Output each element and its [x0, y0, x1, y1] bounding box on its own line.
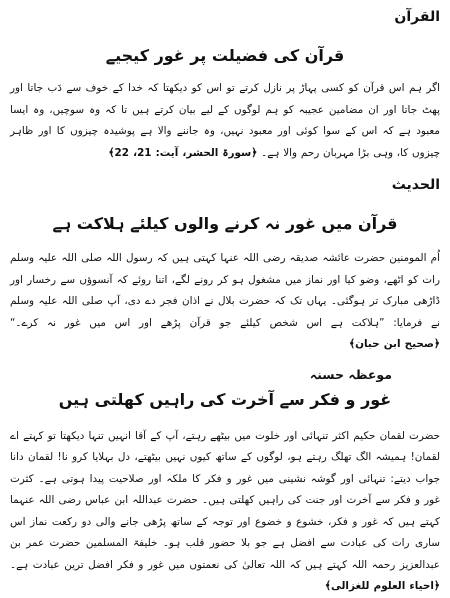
section-heading: غور و فکر سے آخرت کی راہیں کھلتی ہیں — [58, 389, 392, 409]
section-body — [10, 78, 440, 164]
section-label: موعظہ حسنہ — [309, 366, 392, 382]
reference-citation: ﴿سورۃ الحشر، آیت: 21، 22﴾ — [108, 146, 258, 159]
body-text: حضرت لقمان حکیم اکثر تنہائی اور خلوت میں بیٹھے رہتے، آپ کے آقا انہیں تنہا دیکھتا تو کہتے اے لقمان! ہمیشہ الگ تھلگ رہتے ہو، لوگوں کے ساتھ کیوں نہیں بیٹھتے، دل بہلایا کرو نا! لقمان دانا جواب دیتے: تنہائی اور گوشہ نشینی میں غور و فکر کا ملکہ اور صلاحیت پیدا ہوتی ہے۔ کثرت غور و فکر سے آخرت اور جنت کی راہیں کھلتی ہیں۔ حضرت عبداللہ ابن عباس رضی اللہ عنہما کہتے ہیں کہ غور و فکر، خشوع و خضوع اور توجہ کے ساتھ پڑھی جانے والی دو رکعت نماز اس ساری رات کی عبادت سے افضل ہے جو بلا حضور قلب ہو۔ خلیفۃ المسلمین حضرت عمر بن عبدالعزیز رحمہ اللہ کہتے ہیں کہ اللہ تعالیٰ کی نعمتوں میں غور و فکر افضل ترین عبادت ہے۔ — [10, 429, 440, 571]
section-quran — [10, 8, 440, 164]
section-hadith — [10, 176, 440, 356]
reference-citation: ﴿احیاء العلوم للغزالی﴾ — [324, 580, 440, 592]
section-label: القرآن — [394, 9, 440, 25]
body-text: اگر ہم اس قرآن کو کسی پہاڑ پر نازل کرتے تو اس کو دیکھتا کہ خدا کے خوف سے دَب جاتا اور پھٹ جاتا اور ان مضامین عجیبہ کو ہم لوگوں کے لیے بیان کرتے ہیں تا کہ وہ سوچیں، وہ ایسا معبود ہے کہ اس کے سوا کوئی اور معبود نہیں، وہ جاننے والا ہے پوشیدہ چیزوں کا اور ظاہر چیزوں کا، وہی بڑا مہربان رحم والا ہے۔ — [10, 82, 440, 159]
section-body — [10, 248, 440, 356]
body-text: اُم المومنین حضرت عائشہ صدیقہ رضی اللہ عنہا کہتی ہیں کہ رسول اللہ صلی اللہ علیہ وسلم رات کو اٹھے، وضو کیا اور نماز میں مشغول ہو کر رونے لگے، اتنا روئے کہ آنسوؤں سے رخسار اور ڈاڑھی مبارک تر ہوگئی۔ یہاں تک کہ حضرت بلال نے اذان فجر دے دی، آپ صلی اللہ علیہ وسلم نے فرمایا: ”ہلاکت ہے اس شخص کیلئے جو قرآن پڑھے اور اس میں غور نہ کرے۔“ — [10, 252, 440, 329]
section-heading: قرآن میں غور نہ کرنے والوں کیلئے ہلاکت ہے — [52, 214, 398, 233]
reference-citation: ﴿صحیح ابن حبان﴾ — [349, 338, 440, 350]
section-label: الحدیث — [391, 177, 440, 193]
section-body — [10, 426, 440, 598]
section-heading: قرآن کی فضیلت پر غور کیجیے — [105, 46, 345, 65]
section-mauiza — [10, 366, 440, 598]
